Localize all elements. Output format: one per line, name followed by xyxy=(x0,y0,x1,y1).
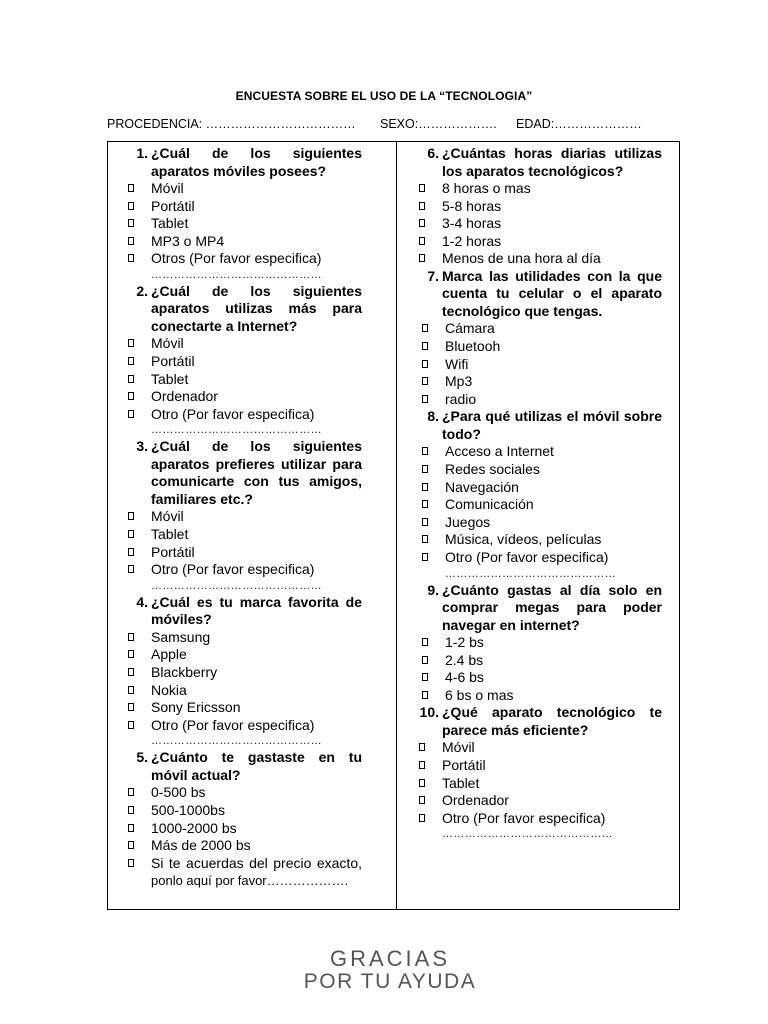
question-text: ¿Cuántas horas diarias utilizas los aparatos tecnológicos? xyxy=(442,145,662,179)
question-text: ¿Cuál de los siguientes aparatos móviles posees? xyxy=(151,145,362,179)
option-checkbox[interactable] xyxy=(126,406,362,424)
question-8 xyxy=(417,408,662,443)
checkbox-icon[interactable] xyxy=(128,806,134,814)
option-label: Otro (Por favor especifica) xyxy=(151,716,315,733)
option-checkbox[interactable] xyxy=(126,198,362,216)
question-text: ¿Cuánto te gastaste en tu móvil actual? xyxy=(151,749,362,783)
question-number: 6. xyxy=(427,145,439,161)
question-number: 1. xyxy=(136,145,148,161)
option-label: radio xyxy=(445,390,477,407)
option-checkbox[interactable] xyxy=(126,682,362,700)
option-checkbox[interactable] xyxy=(126,664,362,682)
checkbox-icon[interactable] xyxy=(128,650,134,658)
question-4 xyxy=(126,594,362,629)
checkbox-icon[interactable] xyxy=(422,673,428,681)
option-label: Si te acuerdas del precio exacto, xyxy=(151,854,362,871)
option-label: Móvil xyxy=(151,180,184,196)
option-label: Portátil xyxy=(151,353,195,370)
checkbox-icon[interactable] xyxy=(128,703,134,711)
option-checkbox[interactable] xyxy=(417,320,662,338)
option-label: Portátil xyxy=(151,543,195,560)
option-checkbox[interactable] xyxy=(126,820,362,838)
option-checkbox[interactable] xyxy=(126,802,362,820)
blank-line[interactable]: ……………………………………… xyxy=(442,828,613,841)
checkbox-icon[interactable] xyxy=(422,553,428,561)
option-checkbox[interactable] xyxy=(126,215,362,233)
option-label: 500-1000bs xyxy=(151,801,225,818)
option-checkbox[interactable] xyxy=(417,531,662,549)
question-text: Marca las utilidades con la que cuenta tu celular o el aparato tecnológico que tengas. xyxy=(442,267,662,319)
question-number: 4. xyxy=(136,593,148,610)
option-checkbox[interactable] xyxy=(417,757,662,775)
option-label: Portátil xyxy=(442,757,486,774)
blank-line[interactable]: ……………………………………… xyxy=(151,424,322,437)
question-text: ¿Cuál es tu marca favorita de móviles? xyxy=(151,593,362,628)
option-label: 6 bs o mas xyxy=(445,686,514,703)
checkbox-icon[interactable] xyxy=(419,202,425,210)
left-column xyxy=(126,145,362,890)
checkbox-icon[interactable] xyxy=(128,565,134,573)
checkbox-icon[interactable] xyxy=(128,512,134,520)
option-checkbox[interactable] xyxy=(417,461,662,479)
checkbox-icon[interactable] xyxy=(419,796,425,804)
option-label: Otro (Por favor especifica) xyxy=(445,549,609,565)
option-checkbox[interactable] xyxy=(417,687,662,705)
option-checkbox[interactable] xyxy=(126,646,362,664)
question-text: ¿Qué aparato tecnológico te parece más eficiente? xyxy=(442,704,662,738)
option-checkbox[interactable] xyxy=(417,338,662,356)
option-label: Cámara xyxy=(445,320,495,337)
option-label: Móvil xyxy=(442,739,475,756)
checkbox-icon[interactable] xyxy=(422,535,428,543)
option-checkbox[interactable] xyxy=(126,544,362,562)
checkbox-icon[interactable] xyxy=(422,377,428,385)
option-checkbox[interactable] xyxy=(126,855,362,873)
option-label: 1-2 horas xyxy=(442,232,502,249)
option-label: Ordenador xyxy=(442,792,509,809)
option-checkbox[interactable] xyxy=(417,233,662,251)
option-checkbox[interactable] xyxy=(126,837,362,855)
option-label: Portátil xyxy=(151,197,195,214)
question-1 xyxy=(126,145,362,180)
exact-price-line[interactable]: ponlo aquí por favor………………. xyxy=(151,873,349,889)
option-checkbox[interactable] xyxy=(126,335,362,353)
option-checkbox[interactable] xyxy=(126,699,362,717)
option-checkbox[interactable] xyxy=(126,353,362,371)
checkbox-icon[interactable] xyxy=(128,410,134,418)
option-label: Sony Ericsson xyxy=(151,699,241,716)
option-label: Juegos xyxy=(445,513,491,530)
checkbox-icon[interactable] xyxy=(422,342,428,350)
checkbox-icon[interactable] xyxy=(422,518,428,526)
option-checkbox[interactable] xyxy=(417,496,662,514)
question-number: 10. xyxy=(419,704,439,721)
question-6 xyxy=(417,145,662,180)
option-checkbox[interactable] xyxy=(417,739,662,757)
question-5 xyxy=(126,749,362,784)
question-number: 3. xyxy=(136,438,148,455)
checkbox-icon[interactable] xyxy=(128,339,134,347)
option-label: Tablet xyxy=(151,370,189,387)
option-checkbox[interactable] xyxy=(417,652,662,670)
option-label: Samsung xyxy=(151,628,211,645)
checkbox-icon[interactable] xyxy=(419,237,425,245)
checkbox-icon[interactable] xyxy=(419,761,425,769)
option-label: 3-4 horas xyxy=(442,215,502,232)
question-text: ¿Cuál de los siguientes aparatos prefieres utilizar para comunicarte con tus amigos, familiares etc.? xyxy=(151,438,362,507)
question-number: 2. xyxy=(136,282,148,299)
checkbox-icon[interactable] xyxy=(422,465,428,473)
checkbox-icon[interactable] xyxy=(128,392,134,400)
option-label: 0-500 bs xyxy=(151,784,206,801)
checkbox-icon[interactable] xyxy=(128,202,134,210)
checkbox-icon[interactable] xyxy=(422,691,428,699)
option-label: Wifi xyxy=(445,355,469,372)
option-label: Tablet xyxy=(442,774,480,791)
question-10 xyxy=(417,704,662,739)
checkbox-icon[interactable] xyxy=(419,814,425,822)
checkbox-icon[interactable] xyxy=(128,686,134,694)
blank-line[interactable]: ……………………………………… xyxy=(151,579,322,592)
checkbox-icon[interactable] xyxy=(128,357,134,365)
checkbox-icon[interactable] xyxy=(128,530,134,538)
thanks-banner xyxy=(270,947,510,993)
option-checkbox[interactable] xyxy=(417,180,662,198)
option-label: Apple xyxy=(151,646,187,663)
question-number: 9. xyxy=(427,581,439,598)
column-divider xyxy=(396,142,397,909)
option-checkbox[interactable] xyxy=(126,717,362,735)
option-checkbox[interactable] xyxy=(126,508,362,526)
checkbox-icon[interactable] xyxy=(128,548,134,556)
checkbox-icon[interactable] xyxy=(422,360,428,368)
option-label: Acceso a Internet xyxy=(445,443,554,460)
option-label: Redes sociales xyxy=(445,461,540,478)
checkbox-icon[interactable] xyxy=(422,500,428,508)
checkbox-icon[interactable] xyxy=(422,483,428,491)
checkbox-icon[interactable] xyxy=(128,668,134,676)
blank-line[interactable]: ……………………………………… xyxy=(151,268,322,281)
question-number: 7. xyxy=(427,267,439,284)
option-checkbox[interactable] xyxy=(417,198,662,216)
checkbox-icon[interactable] xyxy=(128,841,134,849)
checkbox-icon[interactable] xyxy=(419,184,425,192)
option-label: Tablet xyxy=(151,526,189,543)
option-checkbox[interactable] xyxy=(417,549,662,567)
checkbox-icon[interactable] xyxy=(128,254,134,262)
option-checkbox[interactable] xyxy=(126,388,362,406)
checkbox-icon[interactable] xyxy=(419,743,425,751)
blank-line[interactable]: ……………………………………… xyxy=(445,567,616,580)
checkbox-icon[interactable] xyxy=(128,824,134,832)
option-checkbox[interactable] xyxy=(126,629,362,647)
option-label: Otro (Por favor especifica) xyxy=(151,561,315,578)
checkbox-icon[interactable] xyxy=(422,656,428,664)
right-column xyxy=(417,145,662,842)
option-label: Otros (Por favor especifica) xyxy=(151,250,322,267)
option-label: Comunicación xyxy=(445,496,534,513)
option-label: Móvil xyxy=(151,335,184,352)
option-label: 5-8 horas xyxy=(442,197,502,214)
checkbox-icon[interactable] xyxy=(422,638,428,646)
option-checkbox[interactable] xyxy=(417,514,662,532)
option-label: Otro (Por favor especifica) xyxy=(442,809,606,826)
checkbox-icon[interactable] xyxy=(128,859,134,867)
option-label: 8 horas o mas xyxy=(442,180,531,196)
option-label: Mp3 xyxy=(445,373,473,390)
option-label: Tablet xyxy=(151,215,189,232)
sexo-field: SEXO:………………. xyxy=(380,117,497,131)
option-label: Navegación xyxy=(445,478,519,495)
option-checkbox[interactable] xyxy=(126,180,362,198)
question-number: 5. xyxy=(136,749,148,766)
option-checkbox[interactable] xyxy=(417,669,662,687)
option-checkbox[interactable] xyxy=(417,775,662,793)
option-checkbox[interactable] xyxy=(126,250,362,268)
survey-table xyxy=(107,141,680,910)
option-label: Otro (Por favor especifica) xyxy=(151,405,315,422)
option-checkbox[interactable] xyxy=(417,479,662,497)
option-label: Móvil xyxy=(151,508,184,525)
edad-field: EDAD:………………… xyxy=(516,117,642,131)
option-checkbox[interactable] xyxy=(417,215,662,233)
option-checkbox[interactable] xyxy=(417,810,662,828)
option-checkbox[interactable] xyxy=(126,561,362,579)
option-label: Blackberry xyxy=(151,664,218,680)
question-text: ¿Cuál de los siguientes aparatos utilizas más para conectarte a Internet? xyxy=(151,282,362,334)
checkbox-icon[interactable] xyxy=(419,219,425,227)
procedencia-field: PROCEDENCIA: ……………………………… xyxy=(107,117,356,131)
question-3 xyxy=(126,438,362,508)
question-9 xyxy=(417,582,662,635)
option-label: 1-2 bs xyxy=(445,634,484,651)
question-7 xyxy=(417,268,662,321)
survey-title: ENCUESTA SOBRE EL USO DE LA “TECNOLOGIA” xyxy=(235,89,533,103)
option-checkbox[interactable] xyxy=(417,373,662,391)
option-checkbox[interactable] xyxy=(126,233,362,251)
checkbox-icon[interactable] xyxy=(128,219,134,227)
question-number: 8. xyxy=(427,408,439,425)
checkbox-icon[interactable] xyxy=(419,779,425,787)
checkbox-icon[interactable] xyxy=(128,721,134,729)
question-text: ¿Para qué utilizas el móvil sobre todo? xyxy=(442,408,662,442)
option-checkbox[interactable] xyxy=(417,443,662,461)
blank-line[interactable]: ……………………………………… xyxy=(151,735,322,748)
option-label: Más de 2000 bs xyxy=(151,837,251,854)
checkbox-icon[interactable] xyxy=(128,184,134,192)
option-label: 4-6 bs xyxy=(445,669,484,686)
question-text: ¿Cuánto gastas al día solo en comprar megas para poder navegar en internet? xyxy=(442,581,662,633)
option-label: 1000-2000 bs xyxy=(151,819,237,836)
checkbox-icon[interactable] xyxy=(128,237,134,245)
option-label: Música, vídeos, películas xyxy=(445,531,602,548)
option-checkbox[interactable] xyxy=(126,526,362,544)
option-label: Ordenador xyxy=(151,388,218,405)
checkbox-icon[interactable] xyxy=(128,633,134,641)
option-checkbox[interactable] xyxy=(126,371,362,389)
question-2 xyxy=(126,283,362,336)
option-checkbox[interactable] xyxy=(126,784,362,802)
option-label: Bluetooh xyxy=(445,338,501,355)
option-checkbox[interactable] xyxy=(417,792,662,810)
option-checkbox[interactable] xyxy=(417,356,662,374)
option-checkbox[interactable] xyxy=(417,634,662,652)
thanks-line-2: POR TU AYUDA xyxy=(303,970,477,993)
checkbox-icon[interactable] xyxy=(422,324,428,332)
option-label: MP3 o MP4 xyxy=(151,232,225,249)
checkbox-icon[interactable] xyxy=(422,447,428,455)
checkbox-icon[interactable] xyxy=(419,254,425,262)
option-checkbox[interactable] xyxy=(417,391,662,409)
option-label: 2.4 bs xyxy=(445,651,484,668)
option-checkbox[interactable] xyxy=(417,250,662,268)
thanks-line-1: GRACIAS xyxy=(329,946,451,971)
checkbox-icon[interactable] xyxy=(422,395,428,403)
option-label: Nokia xyxy=(151,681,187,698)
checkbox-icon[interactable] xyxy=(128,788,134,796)
option-label: Menos de una hora al día xyxy=(442,250,601,267)
checkbox-icon[interactable] xyxy=(128,375,134,383)
